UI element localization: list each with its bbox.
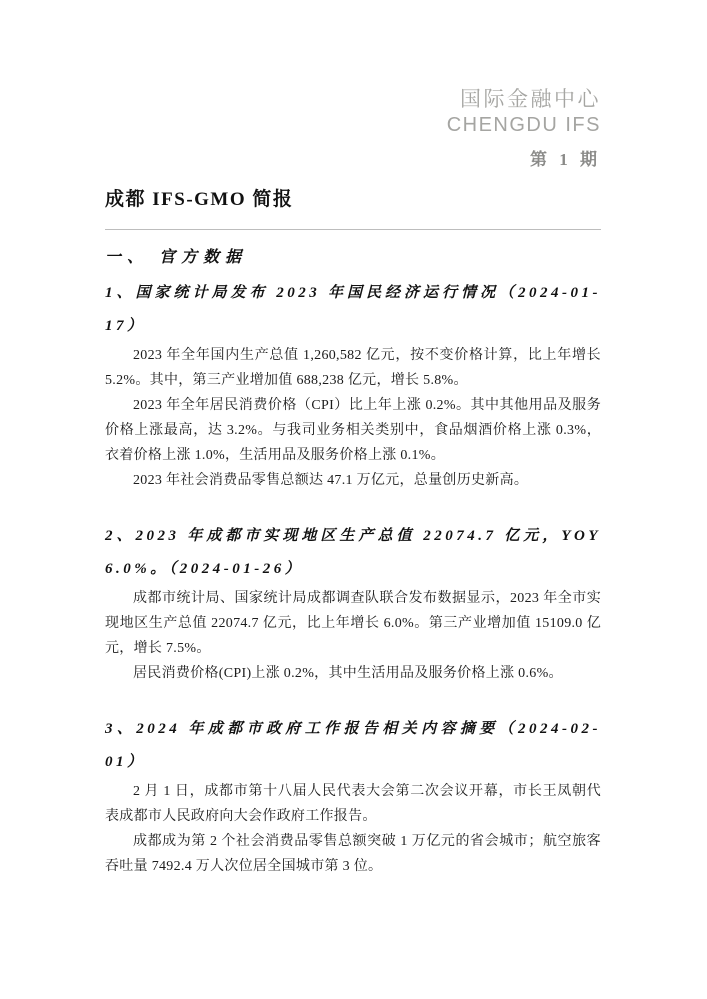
item-2-heading: 2、2023 年成都市实现地区生产总值 22074.7 亿元，YOY 6.0%。（2024-01-26） bbox=[105, 528, 601, 577]
news-item-3 bbox=[105, 713, 601, 879]
issue-number: 第 1 期 bbox=[530, 150, 601, 169]
item-1-paragraph: 2023 年社会消费品零售总额达 47.1 万亿元，总量创历史新高。 bbox=[133, 473, 529, 488]
item-2-paragraph: 成都市统计局、国家统计局成都调查队联合发布数据显示，2023 年全市实现地区生产总值 22074.7 亿元，比上年增长 6.0%。第三产业增加值 15109.0 亿元，增长 7.5%。 bbox=[105, 591, 601, 656]
title-divider bbox=[105, 229, 601, 230]
doc-title: 成都 IFS-GMO 简报 bbox=[105, 189, 294, 210]
item-1-paragraph: 2023 年全年国内生产总值 1,260,582 亿元，按不变价格计算，比上年增长 5.2%。其中，第三产业增加值 688,238 亿元，增长 5.8%。 bbox=[105, 348, 601, 388]
item-2-paragraph: 居民消费价格(CPI)上涨 0.2%，其中生活用品及服务价格上涨 0.6%。 bbox=[133, 666, 563, 681]
logo-english-text: CHENGDU IFS bbox=[446, 114, 601, 136]
item-3-paragraph: 2 月 1 日，成都市第十八届人民代表大会第二次会议开幕，市长王凤朝代表成都市人民政府向大会作政府工作报告。 bbox=[105, 784, 601, 824]
chengdu-ifs-logo bbox=[105, 88, 601, 138]
news-item-2 bbox=[105, 520, 601, 686]
logo-chinese-text: 国际金融中心 bbox=[460, 88, 601, 111]
item-3-heading: 3、2024 年成都市政府工作报告相关内容摘要（2024-02-01） bbox=[105, 721, 601, 770]
item-1-paragraph: 2023 年全年居民消费价格（CPI）比上年上涨 0.2%。其中其他用品及服务价格上涨最高，达 3.2%。与我司业务相关类别中，食品烟酒价格上涨 0.3%，衣着价格上涨 1.0%，生活用品及服务价格上涨 0.1%。 bbox=[105, 398, 601, 463]
item-3-paragraph: 成都成为第 2 个社会消费品零售总额突破 1 万亿元的省会城市；航空旅客吞吐量 7492.4 万人次位居全国城市第 3 位。 bbox=[105, 834, 601, 874]
news-item-1 bbox=[105, 277, 601, 493]
section-heading-official-data: 一、 官方数据 bbox=[105, 249, 248, 266]
item-1-heading: 1、国家统计局发布 2023 年国民经济运行情况（2024-01-17） bbox=[105, 285, 601, 334]
